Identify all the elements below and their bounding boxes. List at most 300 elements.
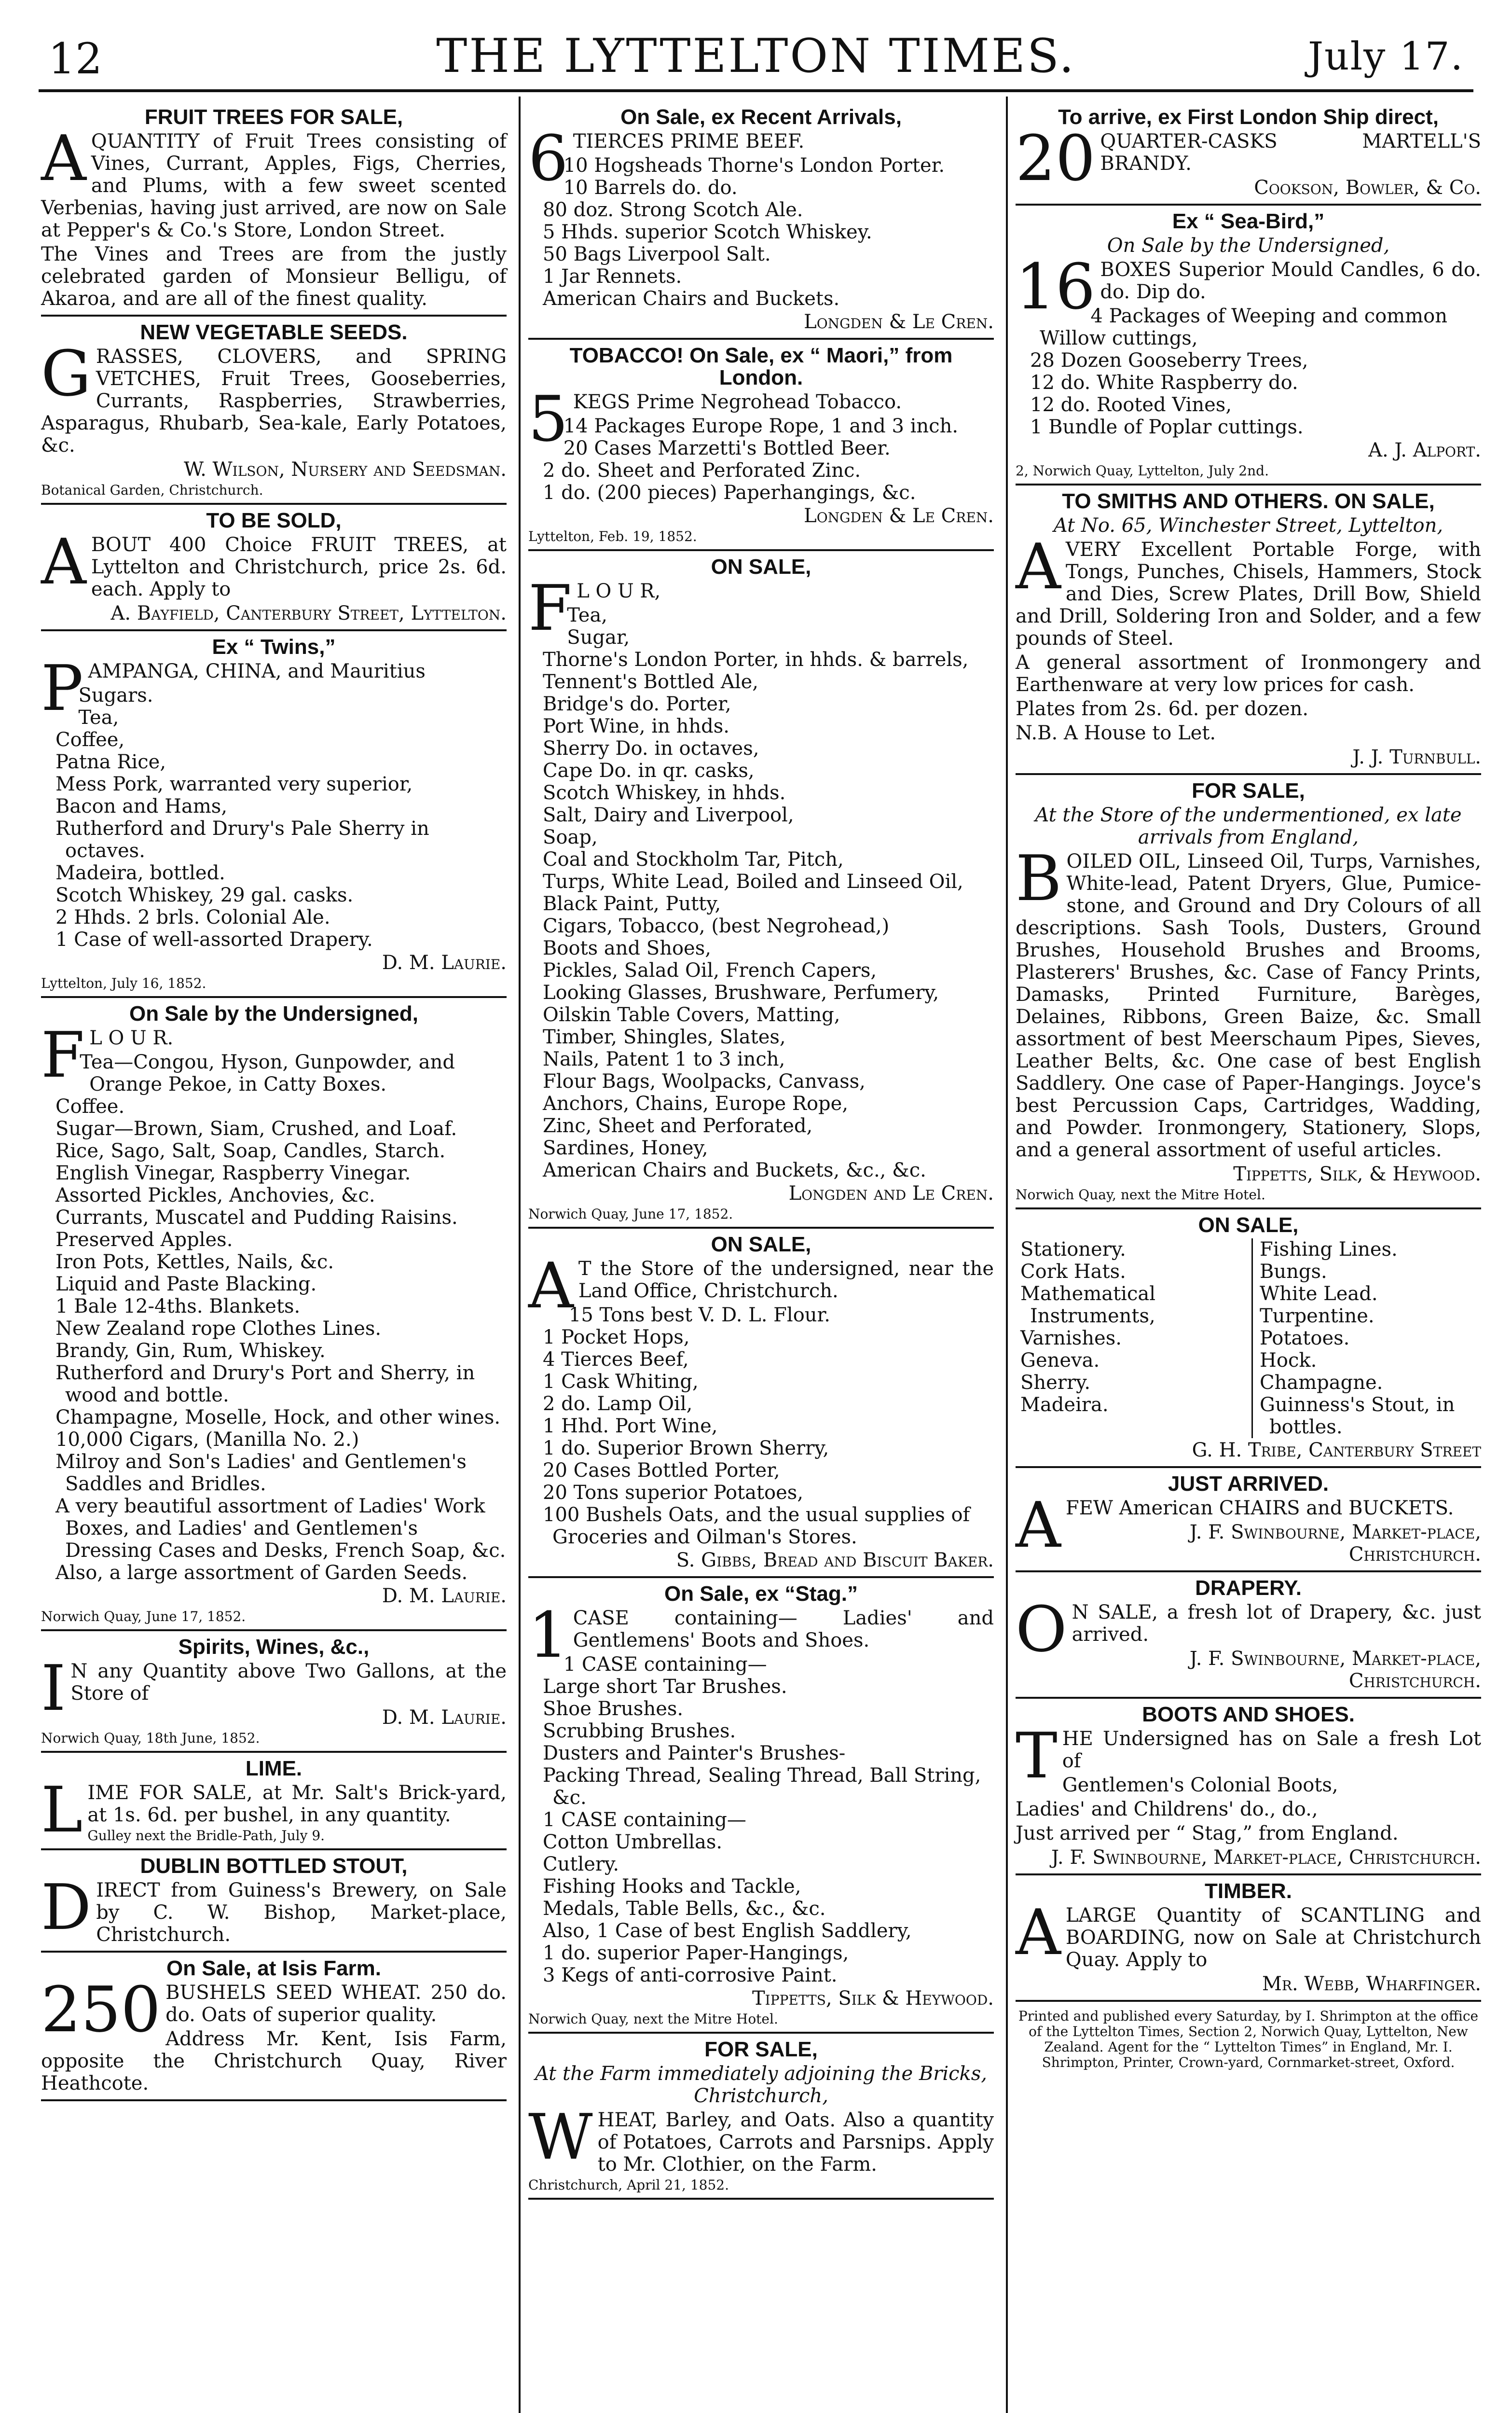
list-item: Packing Thread, Sealing Thread, Ball String, &c. <box>543 1764 981 1809</box>
drop-cap: A <box>1016 530 1061 603</box>
advertisement <box>528 1234 994 1571</box>
ad-text <box>1016 530 1481 650</box>
list-item: American Chairs and Buckets, &c., &c. <box>543 1159 926 1181</box>
drop-cap: B <box>1016 842 1062 915</box>
list-item: White Lead. <box>1260 1283 1378 1305</box>
list-item: Sugar—Brown, Siam, Crushed, and Loaf. <box>55 1118 457 1140</box>
list-item: Preserved Apples. <box>55 1229 233 1251</box>
ad-signature: W. Wilson, Nursery and Seedsman. <box>183 458 507 481</box>
column-3 <box>1011 101 1486 2413</box>
ad-separator <box>1016 484 1481 485</box>
list-item: 1 Pocket Hops, <box>543 1326 690 1348</box>
ad-separator <box>1016 1873 1481 1875</box>
item-list <box>528 604 994 1181</box>
ad-heading: ON SALE, <box>711 555 811 579</box>
ad-text <box>41 243 507 310</box>
ad-separator <box>41 503 507 505</box>
list-item: 2 do. Sheet and Perforated Zinc. <box>543 459 861 482</box>
ad-separator <box>528 549 994 551</box>
ad-separator <box>1016 773 1481 775</box>
ad-dateline: Norwich Quay, 18th June, 1852. <box>41 1730 260 1746</box>
ad-heading: On Sale, ex “Stag.” <box>664 1582 858 1606</box>
list-item: New Zealand rope Clothes Lines. <box>55 1317 382 1340</box>
list-item: Brandy, Gin, Rum, Whiskey. <box>55 1340 326 1362</box>
ad-dateline: Norwich Quay, next the Mitre Hotel. <box>528 2011 778 2027</box>
list-item: 10 Hogsheads Thorne's London Porter. <box>563 154 945 177</box>
ad-dateline: Lyttelton, Feb. 19, 1852. <box>528 528 697 544</box>
drop-cap: F <box>528 571 572 645</box>
list-item: Cotton Umbrellas. <box>543 1831 723 1853</box>
ad-text <box>41 525 507 600</box>
ad-text <box>528 2100 994 2176</box>
ad-separator <box>528 1576 994 1578</box>
ad-text-body: T the Store of the undersigned, near the Land Office, Christchurch. <box>578 1258 994 1302</box>
ad-heading: TO SMITHS AND OTHERS. ON SALE, <box>1062 489 1435 513</box>
ad-text-body: FEW American CHAIRS and BUCKETS. <box>1065 1497 1454 1519</box>
drop-cap: A <box>41 122 86 195</box>
list-item: Rice, Sago, Salt, Soap, Candles, Starch. <box>55 1140 446 1162</box>
advertisement <box>528 345 994 544</box>
list-item: Large short Tar Brushes. <box>543 1676 787 1698</box>
list-item: Champagne. <box>1260 1372 1383 1394</box>
ad-heading: On Sale by the Undersigned, <box>129 1002 418 1026</box>
item-list <box>528 415 994 504</box>
ad-text-body: IME FOR SALE, at Mr. Salt's Brick-yard, at 1s. 6d. per bushel, in any quantity. <box>87 1782 507 1826</box>
ad-text-body: RASSES, CLOVERS, and SPRING VETCHES, Fruit Trees, Gooseberries, Currants, Raspberries, Strawberries, Asparagus, Rhubarb, Sea-kale, Early Potatoes, &c. <box>41 346 507 457</box>
advertisement <box>41 1636 507 1746</box>
ad-text-body: A general assortment of Ironmongery and Earthenware at very low prices for cash. <box>1016 652 1481 696</box>
ad-text-body: Just arrived per “ Stag,” from England. <box>1016 1822 1399 1844</box>
ad-heading: ON SALE, <box>711 1233 811 1256</box>
drop-cap: F <box>41 1018 85 1092</box>
list-item: Oilskin Table Covers, Matting, <box>543 1004 840 1026</box>
advertisement <box>1016 1704 1481 1869</box>
ad-signature: J. F. Swinbourne, Market-place, Christchurch. <box>1189 1521 1481 1566</box>
ad-text-body: Gentlemen's Colonial Boots, <box>1062 1774 1338 1796</box>
ad-text <box>1016 1774 1481 1796</box>
ad-heading: Ex “ Sea-Bird,” <box>1172 209 1325 233</box>
list-item: Also, a large assortment of Garden Seeds. <box>55 1562 468 1584</box>
ad-signature: G. H. Tribe, Canterbury Street <box>1192 1439 1481 1461</box>
drop-cap: L <box>41 1773 83 1846</box>
ad-text-body: HE Undersigned has on Sale a fresh Lot of <box>1062 1728 1481 1772</box>
ad-signature: D. M. Laurie. <box>382 1585 507 1607</box>
ad-heading: TIMBER. <box>1205 1879 1292 1903</box>
item-list <box>528 1653 994 1986</box>
list-item: Black Paint, Putty, <box>543 893 721 915</box>
list-item: Cape Do. in qr. casks, <box>543 760 755 782</box>
list-item: Tennent's Bottled Ale, <box>543 671 758 693</box>
ad-signature: A. J. Alport. <box>1368 439 1481 461</box>
item-list <box>41 1051 507 1584</box>
list-item: Scrubbing Brushes. <box>543 1720 736 1742</box>
issue-date: July 17. <box>1307 34 1464 79</box>
ad-separator <box>528 2198 994 2200</box>
list-item: Scotch Whiskey, in hhds. <box>543 782 786 804</box>
list-item: Sherry Do. in octaves, <box>543 737 759 760</box>
list-item: 20 Cases Marzetti's Bottled Beer. <box>563 437 891 459</box>
list-item: 1 Case of well-assorted Drapery. <box>55 929 373 951</box>
list-item: Port Wine, in hhds. <box>543 715 729 737</box>
ad-separator <box>41 1951 507 1953</box>
ad-heading: FRUIT TREES FOR SALE, <box>144 105 403 129</box>
ad-text-body: BOUT 400 Choice FRUIT TREES, at Lyttelton and Christchurch, price 2s. 6d. each. Apply to <box>91 534 507 600</box>
ad-separator <box>41 1751 507 1753</box>
drop-cap: A <box>528 1249 574 1322</box>
advertisement <box>1016 210 1481 479</box>
ad-separator <box>41 996 507 998</box>
ad-separator <box>528 1227 994 1229</box>
ad-text <box>1016 1822 1481 1844</box>
ad-heading: TOBACCO! On Sale, ex “ Maori,” from London. <box>569 344 953 389</box>
ad-text-body: TIERCES PRIME BEEF. <box>573 130 805 153</box>
ad-heading: ON SALE, <box>1198 1213 1299 1237</box>
ad-text-body: IRECT from Guiness's Brewery, on Sale by C. W. Bishop, Market-place, Christchurch. <box>96 1879 507 1946</box>
list-item: Bridge's do. Porter, <box>543 693 731 715</box>
ad-separator <box>41 1629 507 1631</box>
list-item: 4 Tierces Beef, <box>543 1348 689 1371</box>
list-item: Assorted Pickles, Anchovies, &c. <box>55 1184 375 1206</box>
list-item: Scotch Whiskey, 29 gal. casks. <box>55 884 354 906</box>
list-item: 12 do. Rooted Vines, <box>1030 394 1232 416</box>
list-item: Flour Bags, Woolpacks, Canvass, <box>543 1070 866 1093</box>
list-item: 20 Cases Bottled Porter, <box>543 1459 780 1482</box>
ad-dateline: 2, Norwich Quay, Lyttelton, July 2nd. <box>1016 463 1269 479</box>
list-item: Coffee, <box>55 729 125 751</box>
ad-heading: NEW VEGETABLE SEEDS. <box>140 320 408 344</box>
ad-text <box>41 1871 507 1946</box>
ad-separator <box>41 629 507 631</box>
ad-heading: FOR SALE, <box>1192 779 1305 803</box>
advertisement <box>528 1583 994 2027</box>
newspaper-title: THE LYTTELTON TIMES. <box>436 29 1076 83</box>
list-item: Mess Pork, warranted very superior, <box>55 773 413 795</box>
ad-text-body: HEAT, Barley, and Oats. Also a quantity of Potatoes, Carrots and Parsnips. Apply to Mr. Clothier, on the Farm. <box>597 2109 994 2176</box>
list-item: Hock. <box>1260 1349 1317 1372</box>
list-item: 1 Bundle of Poplar cuttings. <box>1030 416 1304 438</box>
list-item: Mathematical Instruments, <box>1020 1283 1155 1327</box>
ad-heading: BOOTS AND SHOES. <box>1142 1703 1355 1726</box>
ad-heading: On Sale, ex Recent Arrivals, <box>620 105 902 129</box>
ad-separator <box>1016 1570 1481 1572</box>
item-list <box>41 684 507 951</box>
ad-text-body: Plates from 2s. 6d. per dozen. <box>1016 698 1309 720</box>
list-item: 1 Hhd. Port Wine, <box>543 1415 718 1437</box>
item-list <box>528 1304 994 1548</box>
ad-dateline: Lyttelton, July 16, 1852. <box>41 975 206 991</box>
list-item: Turps, White Lead, Boiled and Linseed Oil, <box>543 871 963 893</box>
list-item: Madeira. <box>1020 1394 1109 1416</box>
list-item: Varnishes. <box>1020 1327 1122 1349</box>
ad-heading: To arrive, ex First London Ship direct, <box>1058 105 1439 129</box>
list-item: 1 do. superior Paper-Hangings, <box>543 1942 849 1964</box>
page-number: 12 <box>48 34 102 83</box>
list-item: Liquid and Paste Blacking. <box>55 1273 317 1295</box>
list-item: Bacon and Hams, <box>55 795 228 818</box>
advertisement <box>41 321 507 498</box>
ad-text-body: AMPANGA, CHINA, and Mauritius <box>88 660 426 682</box>
ad-separator <box>41 1848 507 1850</box>
advertisement <box>1016 106 1481 199</box>
advertisement <box>528 106 994 333</box>
list-item: 1 CASE containing— <box>543 1809 746 1831</box>
ad-signature: S. Gibbs, Bread and Biscuit Baker. <box>676 1549 994 1571</box>
advertisement <box>41 1758 507 1844</box>
list-item: Milroy and Son's Ladies' and Gentlemen's Saddles and Bridles. <box>55 1451 467 1495</box>
item-list <box>528 154 994 310</box>
list-item: 2 do. Lamp Oil, <box>543 1393 693 1415</box>
printer-imprint: Printed and published every Saturday, by I. Shrimpton at the office of the Lyttelton Times, Section 2, Norwich Quay, Lyttelton, New Zealand. Agent for the “ Lyttelton Times” in England, Mr. I. Shrimpton, Printer, Crown-yard, Cornmarket-street, Oxford. <box>1018 2008 1479 2070</box>
list-item: 10 Barrels do. do. <box>563 177 738 199</box>
list-item: Currants, Muscatel and Pudding Raisins. <box>55 1206 458 1229</box>
advertisement <box>41 1957 507 2094</box>
list-item: Tea—Congou, Hyson, Gunpowder, and Orange Pekoe, in Catty Boxes. <box>80 1051 455 1096</box>
ad-signature: J. J. Turnbull. <box>1352 746 1481 768</box>
ad-signature: D. M. Laurie. <box>382 1706 507 1729</box>
ad-text <box>1016 652 1481 696</box>
advertisement <box>41 636 507 991</box>
item-list <box>1016 305 1481 438</box>
ad-text <box>1016 1798 1481 1820</box>
list-item: Pickles, Salad Oil, French Capers, <box>543 959 877 982</box>
list-item: Stationery. <box>1020 1238 1126 1261</box>
ad-text-body: Ladies' and Childrens' do., do., <box>1016 1798 1318 1820</box>
list-item: Cigars, Tobacco, (best Negrohead,) <box>543 915 890 937</box>
ad-text <box>41 1973 507 2046</box>
ad-text <box>528 1598 994 1672</box>
list-item: Madeira, bottled. <box>55 862 225 884</box>
ad-text-body: N SALE, a fresh lot of Drapery, &c. just arrived. <box>1072 1601 1481 1646</box>
drop-cap: A <box>1016 1896 1061 1969</box>
ad-dateline: Norwich Quay, June 17, 1852. <box>528 1206 733 1222</box>
ad-heading: FOR SALE, <box>704 2038 818 2061</box>
ad-separator <box>528 338 994 340</box>
list-item: Tea, <box>78 707 119 729</box>
advertisement <box>1016 780 1481 1203</box>
advertisement <box>41 510 507 624</box>
ad-signature: J. F. Swinbourne, Market-place, Christchurch. <box>1189 1648 1481 1692</box>
ad-text-body: L O U R. <box>89 1027 174 1049</box>
ad-heading: JUST ARRIVED. <box>1168 1472 1329 1496</box>
drop-cap: D <box>41 1871 92 1944</box>
ad-signature: J. F. Swinbourne, Market-place, Christchurch. <box>1051 1846 1481 1869</box>
ad-text-body: Address Mr. Kent, Isis Farm, opposite the Christchurch Quay, River Heathcote. <box>41 2028 507 2094</box>
advertisement <box>1016 1577 1481 1692</box>
ad-heading: DRAPERY. <box>1195 1576 1302 1600</box>
ad-signature: Tippetts, Silk, & Heywood. <box>1233 1163 1481 1185</box>
list-item: Looking Glasses, Brushware, Perfumery, <box>543 982 939 1004</box>
drop-cap: A <box>41 525 86 598</box>
advertisement <box>41 1855 507 1946</box>
ad-text-body: BUSHELS SEED WHEAT. 250 do. do. Oats of superior quality. <box>165 1982 507 2026</box>
ad-signature: Cookson, Bowler, & Co. <box>1254 177 1481 199</box>
ad-text <box>1016 842 1481 1161</box>
ad-signature: Tippetts, Silk & Heywood. <box>752 1987 994 2010</box>
list-item: 28 Dozen Gooseberry Trees, <box>1030 349 1308 372</box>
list-item: 3 Kegs of anti-corrosive Paint. <box>543 1964 838 1986</box>
ad-text-body: L O U R, <box>577 580 661 602</box>
list-item: Also, 1 Case of best English Saddlery, <box>543 1920 912 1942</box>
drop-cap: 16 <box>1016 250 1096 323</box>
ad-signature: Longden & Le Cren. <box>804 505 994 527</box>
advertisement <box>41 1003 507 1624</box>
header-rule <box>39 89 1473 92</box>
list-item: Guinness's Stout, in bottles. <box>1260 1394 1455 1438</box>
list-item: 80 doz. Strong Scotch Ale. <box>543 199 803 221</box>
list-item: Coal and Stockholm Tar, Pitch, <box>543 848 844 871</box>
list-item: 1 Cask Whiting, <box>543 1371 699 1393</box>
ad-subheading: At the Store of the undermentioned, ex late arrivals from England, <box>1035 804 1462 848</box>
ad-text-body: BOXES Superior Mould Candles, 6 do. do. Dip do. <box>1100 259 1481 303</box>
list-item: 1 do. Superior Brown Sherry, <box>543 1437 829 1459</box>
list-item: Patna Rice, <box>55 751 166 773</box>
ad-text-body: VERY Excellent Portable Forge, with Tongs, Punches, Chisels, Hammers, Stock and Dies, Screw Plates, Drill Bow, Shield and Drill, Soldering Iron and Solder, and a few pounds of Steel. <box>1016 539 1481 650</box>
ad-heading: Ex “ Twins,” <box>212 635 336 659</box>
list-item: 14 Packages Europe Rope, 1 and 3 inch. <box>563 415 959 437</box>
list-item: 15 Tons best V. D. L. Flour. <box>568 1304 830 1326</box>
item-list <box>1016 1238 1242 1438</box>
list-item: 5 Hhds. superior Scotch Whiskey. <box>543 221 872 243</box>
advertisement <box>1016 490 1481 768</box>
ad-separator <box>528 2032 994 2034</box>
list-item: Salt, Dairy and Liverpool, <box>543 804 794 826</box>
ad-separator <box>1016 1207 1481 1209</box>
ad-text <box>1016 698 1481 720</box>
list-item: Boots and Shoes, <box>543 937 711 959</box>
list-item: Rutherford and Drury's Port and Sherry, in wood and bottle. <box>55 1362 475 1406</box>
list-item: Nails, Patent 1 to 3 inch, <box>543 1048 785 1070</box>
ad-text-body: OILED OIL, Linseed Oil, Turps, Varnishes, White-lead, Patent Dryers, Glue, Pumice-stone, and Ground and Dry Colours of all descriptions. Sash Tools, Dusters, Ground Brushes, Household Brushes and Brooms, Plasterers' Brushes, &c. Case of Fancy Prints, Damasks, Printed Furniture, Barèges, Delaines, Ribbons, Green Baize, &c. Small assortment of best Meerschaum Pipes, Sieves, Leather Belts, &c. One case of best English Saddlery. One case of Paper-Hangings. Joyce's best Percussion Caps, Cartridges, Wadding, and Powder. Ironmongery, Stationery, Slops, and a general assortment of useful articles. <box>1016 850 1481 1161</box>
drop-cap: O <box>1016 1593 1067 1666</box>
list-item: Medals, Table Bells, &c., &c. <box>543 1898 826 1920</box>
ad-text <box>41 122 507 241</box>
drop-cap: T <box>1016 1719 1058 1792</box>
list-item: 50 Bags Liverpool Salt. <box>543 243 771 265</box>
list-item: Soap, <box>543 826 598 848</box>
list-item: Sugars. <box>78 684 153 707</box>
drop-cap: 250 <box>41 1973 161 2046</box>
list-item: Sherry. <box>1020 1372 1091 1394</box>
list-item: 1 Jar Rennets. <box>543 265 682 288</box>
ad-dateline: Norwich Quay, June 17, 1852. <box>41 1609 246 1624</box>
drop-cap: A <box>1016 1488 1061 1562</box>
list-item: English Vinegar, Raspberry Vinegar. <box>55 1162 411 1184</box>
drop-cap: I <box>41 1651 66 1725</box>
list-item: Sugar, <box>567 626 630 649</box>
drop-cap: P <box>41 652 83 725</box>
list-item: 1 do. (200 pieces) Paperhangings, &c. <box>543 482 916 504</box>
ad-dateline: Gulley next the Bridle-Path, July 9. <box>87 1828 325 1844</box>
list-item: Dusters and Painter's Brushes- <box>543 1742 846 1764</box>
list-item: Coffee. <box>55 1096 125 1118</box>
list-item: Rutherford and Drury's Pale Sherry in octaves. <box>55 818 429 862</box>
list-item: Tea, <box>567 604 608 626</box>
ad-text <box>1016 1896 1481 1971</box>
list-item: 12 do. White Raspberry do. <box>1030 372 1298 394</box>
list-item: 2 Hhds. 2 brls. Colonial Ale. <box>55 906 330 929</box>
ad-text-body: N any Quantity above Two Gallons, at the Store of <box>70 1660 507 1705</box>
ad-signature: Longden and Le Cren. <box>788 1182 994 1205</box>
list-item: Shoe Brushes. <box>543 1698 684 1720</box>
ad-text <box>1016 1593 1481 1666</box>
advertisement <box>1016 1473 1481 1566</box>
ad-heading: TO BE SOLD, <box>206 509 342 532</box>
list-item: Thorne's London Porter, in hhds. & barrels, <box>543 649 969 671</box>
column-divider <box>1006 97 1008 2413</box>
ad-separator <box>41 2099 507 2101</box>
list-item: Zinc, Sheet and Perforated, <box>543 1115 813 1137</box>
list-item: Cork Hats. <box>1020 1261 1126 1283</box>
drop-cap: 1 <box>528 1598 568 1672</box>
ad-text-body: QUARTER-CASKS MARTELL'S BRANDY. <box>1100 130 1481 175</box>
list-item: Cutlery. <box>543 1853 619 1875</box>
list-item: Sardines, Honey, <box>543 1137 708 1159</box>
drop-cap: W <box>528 2100 593 2174</box>
drop-cap: 6 <box>528 122 568 195</box>
ad-heading: Spirits, Wines, &c., <box>178 1635 370 1659</box>
advertisement <box>41 106 507 310</box>
ad-text-body: LARGE Quantity of SCANTLING and BOARDING, now on Sale at Christchurch Quay. Apply to <box>1065 1904 1481 1971</box>
list-item: Geneva. <box>1020 1349 1100 1372</box>
ad-heading: On Sale, at Isis Farm. <box>166 1956 382 1980</box>
list-item: A very beautiful assortment of Ladies' Work Boxes, and Ladies' and Gentlemen's Dressing Cases and Desks, French Soap, &c. <box>55 1495 506 1562</box>
ad-separator <box>41 315 507 317</box>
ad-text <box>1016 250 1481 323</box>
advertisement <box>528 2039 994 2193</box>
list-item: Fishing Lines. <box>1260 1238 1398 1261</box>
list-item: 1 Bale 12-4ths. Blankets. <box>55 1295 301 1317</box>
drop-cap: G <box>41 337 91 410</box>
list-item: American Chairs and Buckets. <box>543 288 840 310</box>
ad-heading: DUBLIN BOTTLED STOUT, <box>140 1854 408 1878</box>
ad-text-body: The Vines and Trees are from the justly celebrated garden of Monsieur Belligu, of Akaroa, and are all of the finest quality. <box>41 243 507 310</box>
ad-signature: Longden & Le Cren. <box>804 311 994 333</box>
column-1 <box>36 101 511 2413</box>
ad-dateline: Norwich Quay, next the Mitre Hotel. <box>1016 1187 1265 1203</box>
ad-signature: D. M. Laurie. <box>382 952 507 974</box>
ad-text-body: CASE containing— Ladies' and Gentlemens' Boots and Shoes. <box>573 1607 994 1651</box>
list-item: 100 Bushels Oats, and the usual supplies of Groceries and Oilman's Stores. <box>543 1504 970 1548</box>
ad-text-body: QUANTITY of Fruit Trees consisting of Vines, Currant, Apples, Figs, Cherries, and Plums, with a few sweet scented Verbenias, having just arrived, are now on Sale at Pepper's & Co.'s Store, London Street. <box>41 130 507 241</box>
list-item: Potatoes. <box>1260 1327 1350 1349</box>
advertisement <box>1016 1214 1481 1461</box>
ad-separator <box>1016 2000 1481 2002</box>
page-header <box>39 29 1473 87</box>
ad-signature: Mr. Webb, Wharfinger. <box>1262 1973 1481 1995</box>
ad-dateline: Christchurch, April 21, 1852. <box>528 2177 729 2193</box>
ad-subheading: On Sale by the Undersigned, <box>1107 235 1390 257</box>
list-item: Iron Pots, Kettles, Nails, &c. <box>55 1251 334 1273</box>
ad-signature: A. Bayfield, Canterbury Street, Lyttelton. <box>110 602 507 624</box>
two-column-list <box>1016 1238 1481 1438</box>
list-item: 10,000 Cigars, (Manilla No. 2.) <box>55 1428 359 1451</box>
ad-subheading: At No. 65, Winchester Street, Lyttelton, <box>1053 514 1443 537</box>
list-item: Bungs. <box>1260 1261 1327 1283</box>
ad-text-body: N.B. A House to Let. <box>1016 722 1216 744</box>
item-list <box>1251 1238 1481 1438</box>
list-item: Fishing Hooks and Tackle, <box>543 1875 801 1898</box>
column-divider <box>519 97 521 2413</box>
ad-separator <box>1016 1697 1481 1699</box>
ad-separator <box>1016 1466 1481 1468</box>
list-item: 1 CASE containing— <box>563 1653 767 1676</box>
ad-text-body: KEGS Prime Negrohead Tobacco. <box>573 391 902 413</box>
drop-cap: 20 <box>1016 122 1096 195</box>
list-item: 4 Packages of Weeping and common Willow cuttings, <box>1040 305 1447 349</box>
advertisement <box>528 556 994 1222</box>
column-2 <box>523 101 999 2413</box>
ad-text <box>41 337 507 457</box>
